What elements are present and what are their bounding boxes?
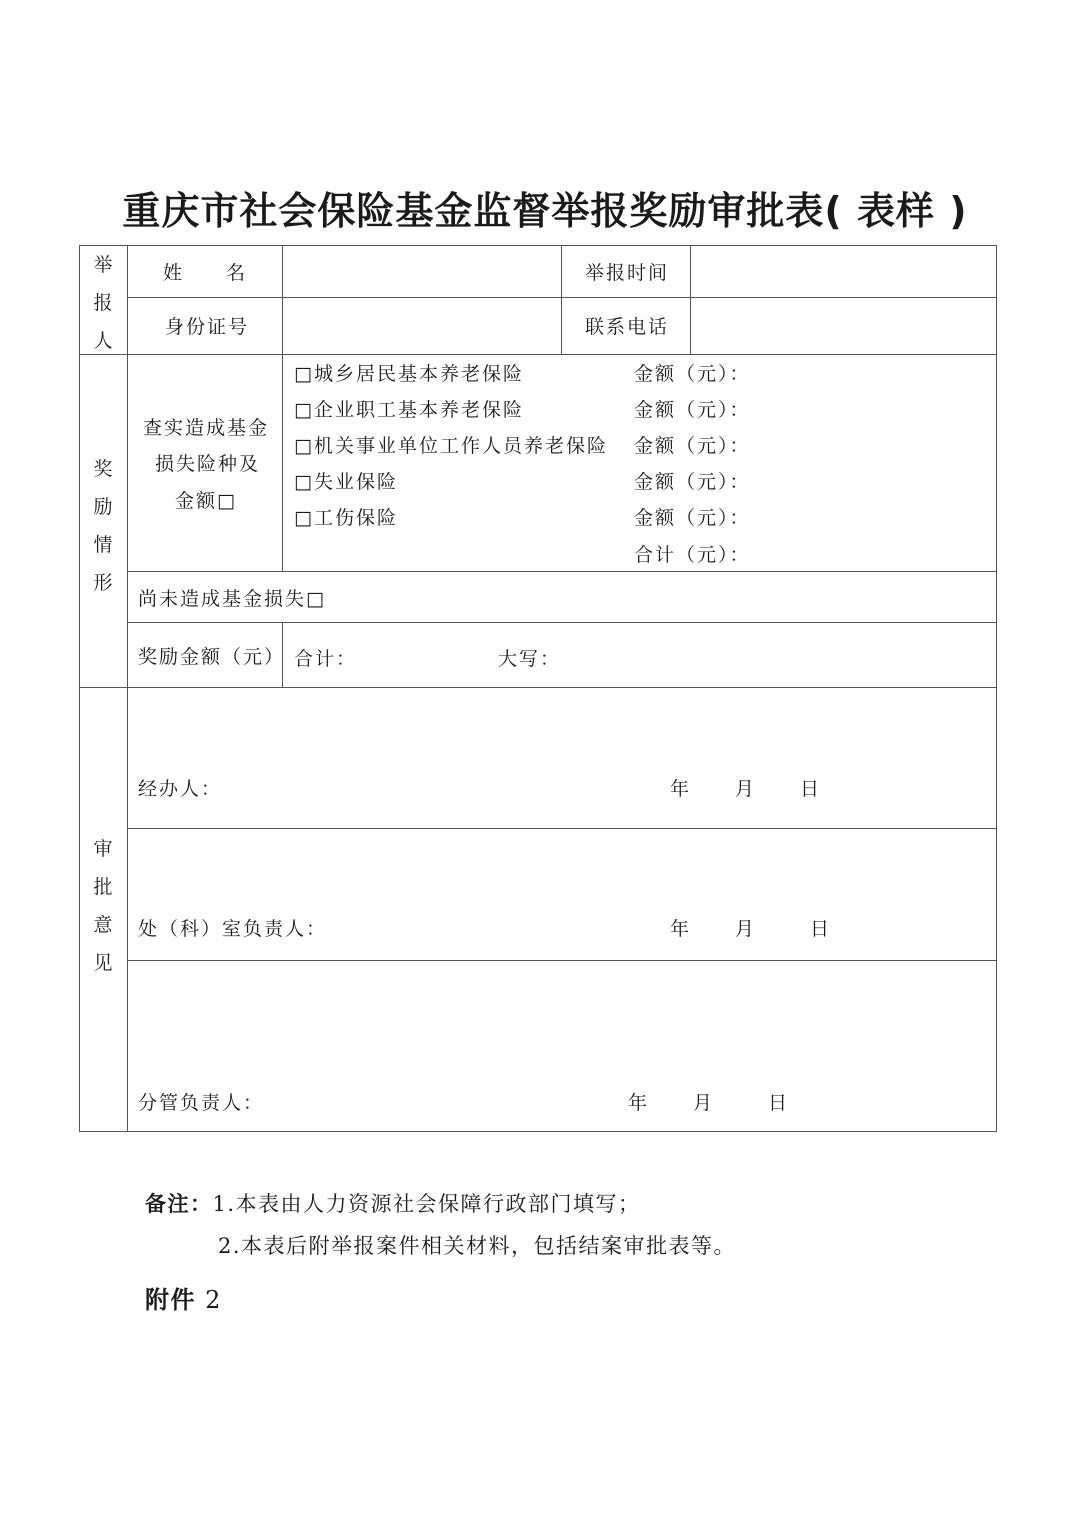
insurance-item-work-injury[interactable]: □工伤保险 [294,507,398,529]
office-head-label: 处（科）室负责人： [138,918,328,940]
leader-label: 分管负责人： [138,1092,265,1114]
id-number-field[interactable] [284,299,560,353]
date-month-label: 月 [735,778,757,800]
insurance-total-label: 合计（元）： [634,544,751,566]
date-year-label: 年 [628,1092,650,1114]
verified-loss-checkbox-label[interactable]: 金额□ [175,490,237,512]
insurance-amount-label: 金额（元）： [634,471,751,493]
insurance-item-rural-pension[interactable]: □城乡居民基本养老保险 [294,363,524,385]
verified-loss-label-line2: 损失险种及 [155,453,261,475]
reward-sum-label: 合计： [294,648,358,670]
phone-field[interactable] [692,299,995,353]
date-year-label: 年 [670,778,692,800]
attachment-label [145,1280,222,1315]
phone-label: 联系电话 [585,316,670,338]
insurance-item-unemployment[interactable]: □失业保险 [294,471,398,493]
notes-line2: 2.本表后附举报案件相关材料，包括结案审批表等。 [218,1234,737,1258]
approval-section-label: 审批意见 [93,838,113,974]
notes-prefix: 备注： [145,1192,213,1216]
date-month-label: 月 [735,918,757,940]
insurance-item-institution-pension[interactable]: □机关事业单位工作人员养老保险 [294,435,608,457]
handler-opinion-area[interactable] [129,689,995,827]
handler-label: 经办人： [138,778,223,800]
reporter-section-label: 举报人 [93,254,113,352]
insurance-amount-label: 金额（元）： [634,399,751,421]
name-field[interactable] [284,247,560,296]
id-number-label: 身份证号 [165,316,250,338]
no-loss-checkbox-label[interactable]: 尚未造成基金损失□ [138,588,326,610]
date-month-label: 月 [693,1092,715,1114]
date-day-label: 日 [768,1092,790,1114]
reward-uppercase-label: 大写： [498,648,562,670]
page-title: 重庆市社会保险基金监督举报奖励审批表( 表样 ) [122,189,968,233]
insurance-item-enterprise-pension[interactable]: □企业职工基本养老保险 [294,399,524,421]
reward-section-label: 奖励情形 [93,458,113,594]
notes-text-1: 1.本表由人力资源社会保障行政部门填写； [212,1192,641,1216]
verified-loss-label-line1: 查实造成基金 [143,417,270,439]
attachment-number: 2 [205,1286,222,1314]
attachment-text: 附件 [145,1286,196,1314]
date-day-label: 日 [810,918,832,940]
date-year-label: 年 [670,918,692,940]
insurance-amount-label: 金额（元）： [634,435,751,457]
insurance-amount-label: 金额（元）： [634,363,751,385]
report-time-field[interactable] [692,247,995,296]
insurance-amount-label: 金额（元）： [634,507,751,529]
reward-amount-label: 奖励金额（元） [138,646,286,668]
date-day-label: 日 [800,778,822,800]
notes-line1 [145,1188,641,1218]
report-time-label: 举报时间 [585,262,670,284]
name-label: 姓 名 [163,262,248,284]
